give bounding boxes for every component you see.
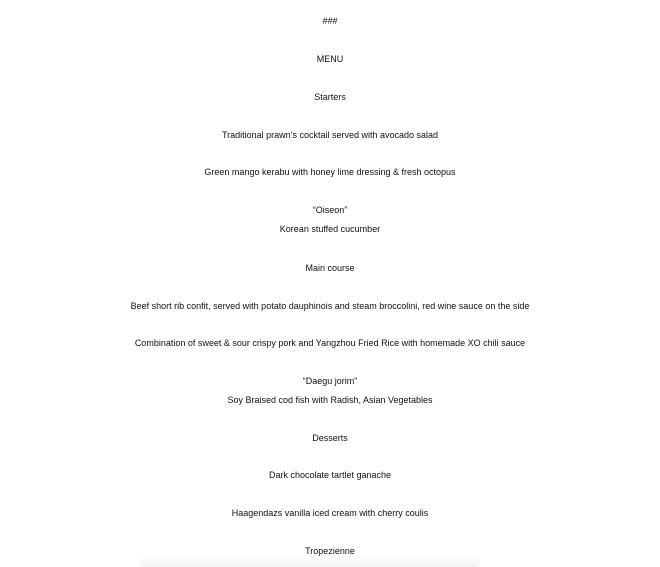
menu-item-main-2: Combination of sweet & sour crispy pork and Yangzhou Fried Rice with homemade XO chili sauce bbox=[134, 338, 526, 348]
menu-item-dessert-1: Dark chocolate tartlet ganache bbox=[268, 470, 392, 480]
menu-item-starter-3-description: Korean stuffed cucumber bbox=[279, 224, 381, 234]
menu-item-dessert-2: Haagendazs vanilla iced cream with cherry coulis bbox=[231, 508, 429, 518]
menu-item-starter-2: Green mango kerabu with honey lime dressing & fresh octopus bbox=[204, 167, 456, 177]
section-heading-main-course: Main course bbox=[305, 263, 355, 273]
menu-item-dessert-3: Tropezienne bbox=[305, 546, 355, 556]
section-heading-desserts: Desserts bbox=[312, 433, 348, 443]
menu-item-main-1: Beef short rib confit, served with potato dauphinois and steam broccolini, red wine sauce on the side bbox=[130, 301, 530, 311]
menu-title: MENU bbox=[316, 54, 344, 64]
menu-item-starter-1: Traditional prawn’s cocktail served with avocado salad bbox=[221, 130, 439, 140]
bottom-fade bbox=[140, 556, 480, 567]
section-marker: ### bbox=[322, 16, 338, 26]
section-heading-starters: Starters bbox=[314, 92, 346, 102]
menu-item-main-3-description: Soy Braised cod fish with Radish, Asian Vegetables bbox=[227, 395, 433, 405]
menu-item-main-3-name: “Daegu jorim” bbox=[302, 376, 358, 386]
menu-item-starter-3-name: “Oiseon” bbox=[312, 205, 348, 215]
